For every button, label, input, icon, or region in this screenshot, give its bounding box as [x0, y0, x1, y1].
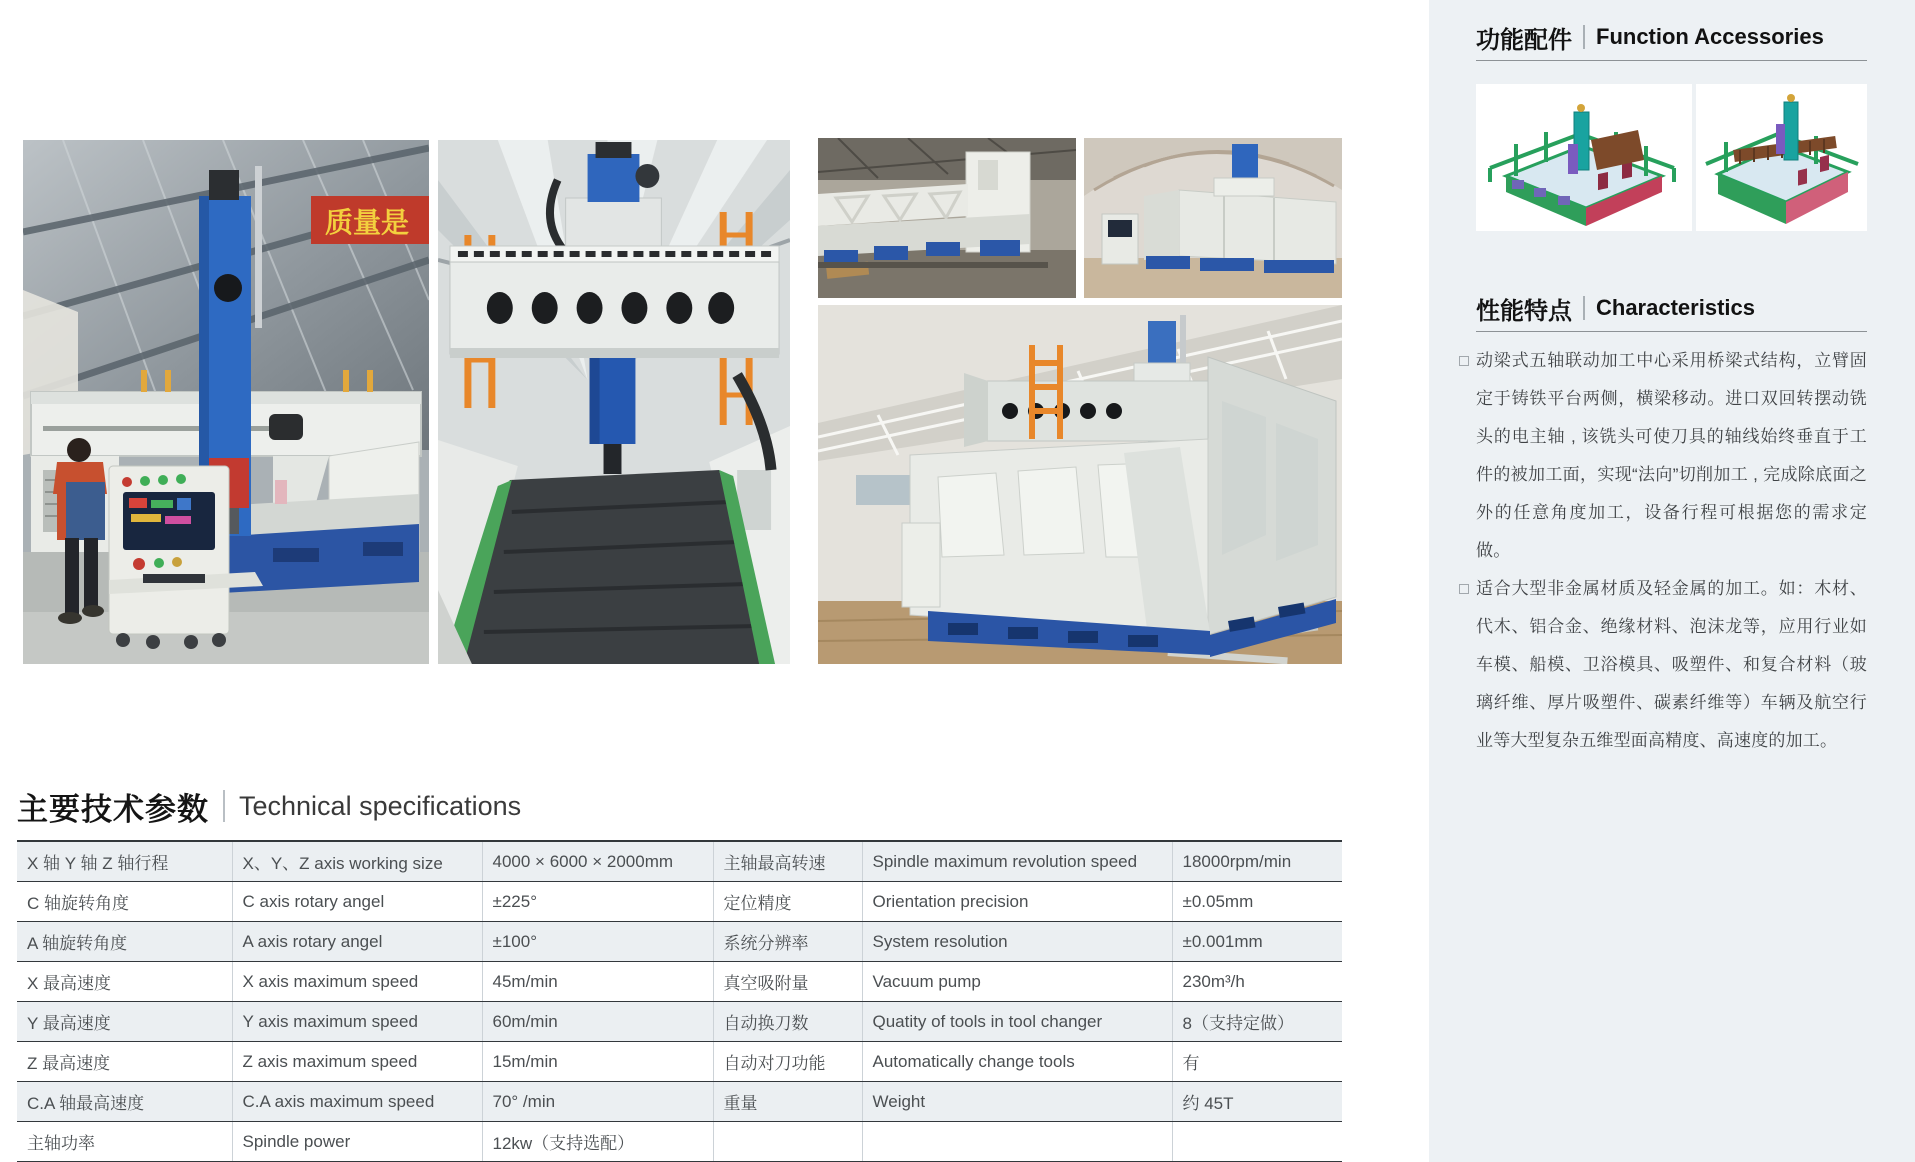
photo-gantry-crossbeam-illustration: [438, 140, 790, 664]
spec-cell: ±225°: [482, 882, 713, 922]
spec-cell: [1172, 1122, 1342, 1162]
spec-cell: C.A 轴最高速度: [17, 1082, 232, 1122]
spec-cell: 18000rpm/min: [1172, 841, 1342, 882]
photo-machine-operator: [23, 140, 429, 664]
table-row: [17, 841, 1342, 882]
accessory-images: [1476, 84, 1867, 231]
table-row: [17, 882, 1342, 922]
spec-cell: X、Y、Z axis working size: [232, 841, 482, 882]
spec-cell: Z axis maximum speed: [232, 1042, 482, 1082]
spec-cell: Z 最高速度: [17, 1042, 232, 1082]
spec-cell: Y axis maximum speed: [232, 1002, 482, 1042]
characteristics-section-title: [1476, 291, 1867, 325]
spec-cell: Vacuum pump: [862, 962, 1172, 1002]
spec-cell: 自动对刀功能: [713, 1042, 862, 1082]
spec-cell: Automatically change tools: [862, 1042, 1172, 1082]
spec-cell: 45m/min: [482, 962, 713, 1002]
spec-cell: [713, 1122, 862, 1162]
table-row: [17, 962, 1342, 1002]
title-separator-bar: [1583, 25, 1585, 49]
spec-cell: Weight: [862, 1082, 1172, 1122]
spec-cell: 8（支持定做）: [1172, 1002, 1342, 1042]
photo-large-machine-enclosure: [818, 305, 1342, 664]
title-separator-bar: [223, 790, 225, 822]
accessory-cad-render-1-illustration: [1476, 84, 1692, 231]
spec-cell: ±0.05mm: [1172, 882, 1342, 922]
spec-cell: System resolution: [862, 922, 1172, 962]
photo-machine-operator-illustration: [23, 140, 429, 664]
photo-gantry-crossbeam: [438, 140, 790, 664]
table-row: [17, 1122, 1342, 1162]
spec-cell: 重量: [713, 1082, 862, 1122]
spec-cell: [862, 1122, 1172, 1162]
list-item: [1476, 342, 1867, 570]
banner-text: 质量是: [325, 207, 410, 238]
specs-title-cn: 主要技术参数: [17, 791, 209, 827]
spec-cell: 系统分辨率: [713, 922, 862, 962]
table-row: [17, 1002, 1342, 1042]
section-divider: [1476, 60, 1867, 61]
spec-cell: X 轴 Y 轴 Z 轴行程: [17, 841, 232, 882]
section-divider: [1476, 331, 1867, 332]
accessories-title-cn: 功能配件: [1476, 26, 1572, 54]
characteristics-title-en: Characteristics: [1596, 295, 1755, 320]
spec-cell: X 最高速度: [17, 962, 232, 1002]
table-row: [17, 1042, 1342, 1082]
spec-cell: 4000 × 6000 × 2000mm: [482, 841, 713, 882]
accessories-section-title: [1476, 20, 1867, 54]
characteristics-list: [1476, 342, 1867, 760]
spec-cell: Spindle power: [232, 1122, 482, 1162]
characteristics-bullet-text: 适合大型非金属材质及轻金属的加工。如：木材、代木、铝合金、绝缘材料、泡沫龙等，应用行业如车模、船模、卫浴模具、吸塑件、和复合材料（玻璃纤维、厚片吸塑件、碳素纤维等）车辆及航空行业等大型复杂五维型面高精度、高速度的加工。: [1476, 579, 1867, 750]
spec-cell: 自动换刀数: [713, 1002, 862, 1042]
spec-cell: Quatity of tools in tool changer: [862, 1002, 1172, 1042]
sidebar: [1429, 0, 1915, 1162]
photo-machine-workshop: [818, 138, 1076, 298]
spec-cell: 12kw（支持选配）: [482, 1122, 713, 1162]
characteristics-title-cn: 性能特点: [1476, 297, 1572, 325]
spec-cell: Y 最高速度: [17, 1002, 232, 1042]
spec-cell: ±0.001mm: [1172, 922, 1342, 962]
title-separator-bar: [1583, 296, 1585, 320]
bullet-square-icon: [1459, 356, 1469, 366]
photo-large-machine-enclosure-illustration: [818, 305, 1342, 664]
accessory-cad-render-1: [1476, 84, 1692, 231]
spec-cell: X axis maximum speed: [232, 962, 482, 1002]
spec-cell: 约 45T: [1172, 1082, 1342, 1122]
spec-cell: 15m/min: [482, 1042, 713, 1082]
specs-title-en: Technical specifications: [239, 790, 522, 821]
accessory-cad-render-2-illustration: [1696, 84, 1867, 231]
spec-cell: C axis rotary angel: [232, 882, 482, 922]
spec-cell: ±100°: [482, 922, 713, 962]
spec-cell: A 轴旋转角度: [17, 922, 232, 962]
spec-cell: 主轴最高转速: [713, 841, 862, 882]
spec-cell: 主轴功率: [27, 1134, 95, 1153]
spec-cell: Orientation precision: [862, 882, 1172, 922]
characteristics-bullet-text: 动梁式五轴联动加工中心采用桥梁式结构，立臂固定于铸铁平台两侧，横梁移动。进口双回转摆动铣头的电主轴 , 该铣头可使刀具的轴线始终垂直于工件的被加工面，实现“法向”切削加工 , 完成除底面之外的任意角度加工，设备行程可根据您的需求定做。: [1476, 351, 1867, 560]
specs-section-title: [17, 783, 521, 829]
spec-cell: Spindle maximum revolution speed: [862, 841, 1172, 882]
table-row: [17, 922, 1342, 962]
spec-cell: 230m³/h: [1172, 962, 1342, 1002]
spec-cell: 70° /min: [482, 1082, 713, 1122]
photo-machine-enclosure-hall-illustration: [1084, 138, 1342, 298]
accessories-title-en: Function Accessories: [1596, 24, 1824, 49]
list-item: [1476, 570, 1867, 760]
spec-cell: C 轴旋转角度: [17, 882, 232, 922]
specs-table: [17, 840, 1342, 1162]
spec-cell: A axis rotary angel: [232, 922, 482, 962]
spec-cell: 真空吸附量: [713, 962, 862, 1002]
photo-machine-workshop-illustration: [818, 138, 1076, 298]
bullet-square-icon: [1459, 584, 1469, 594]
spec-cell: 有: [1172, 1042, 1342, 1082]
photo-machine-enclosure-hall: [1084, 138, 1342, 298]
spec-cell: C.A axis maximum speed: [232, 1082, 482, 1122]
accessory-cad-render-2: [1696, 84, 1867, 231]
spec-cell: 60m/min: [482, 1002, 713, 1042]
spec-cell: 定位精度: [713, 882, 862, 922]
table-row: [17, 1082, 1342, 1122]
